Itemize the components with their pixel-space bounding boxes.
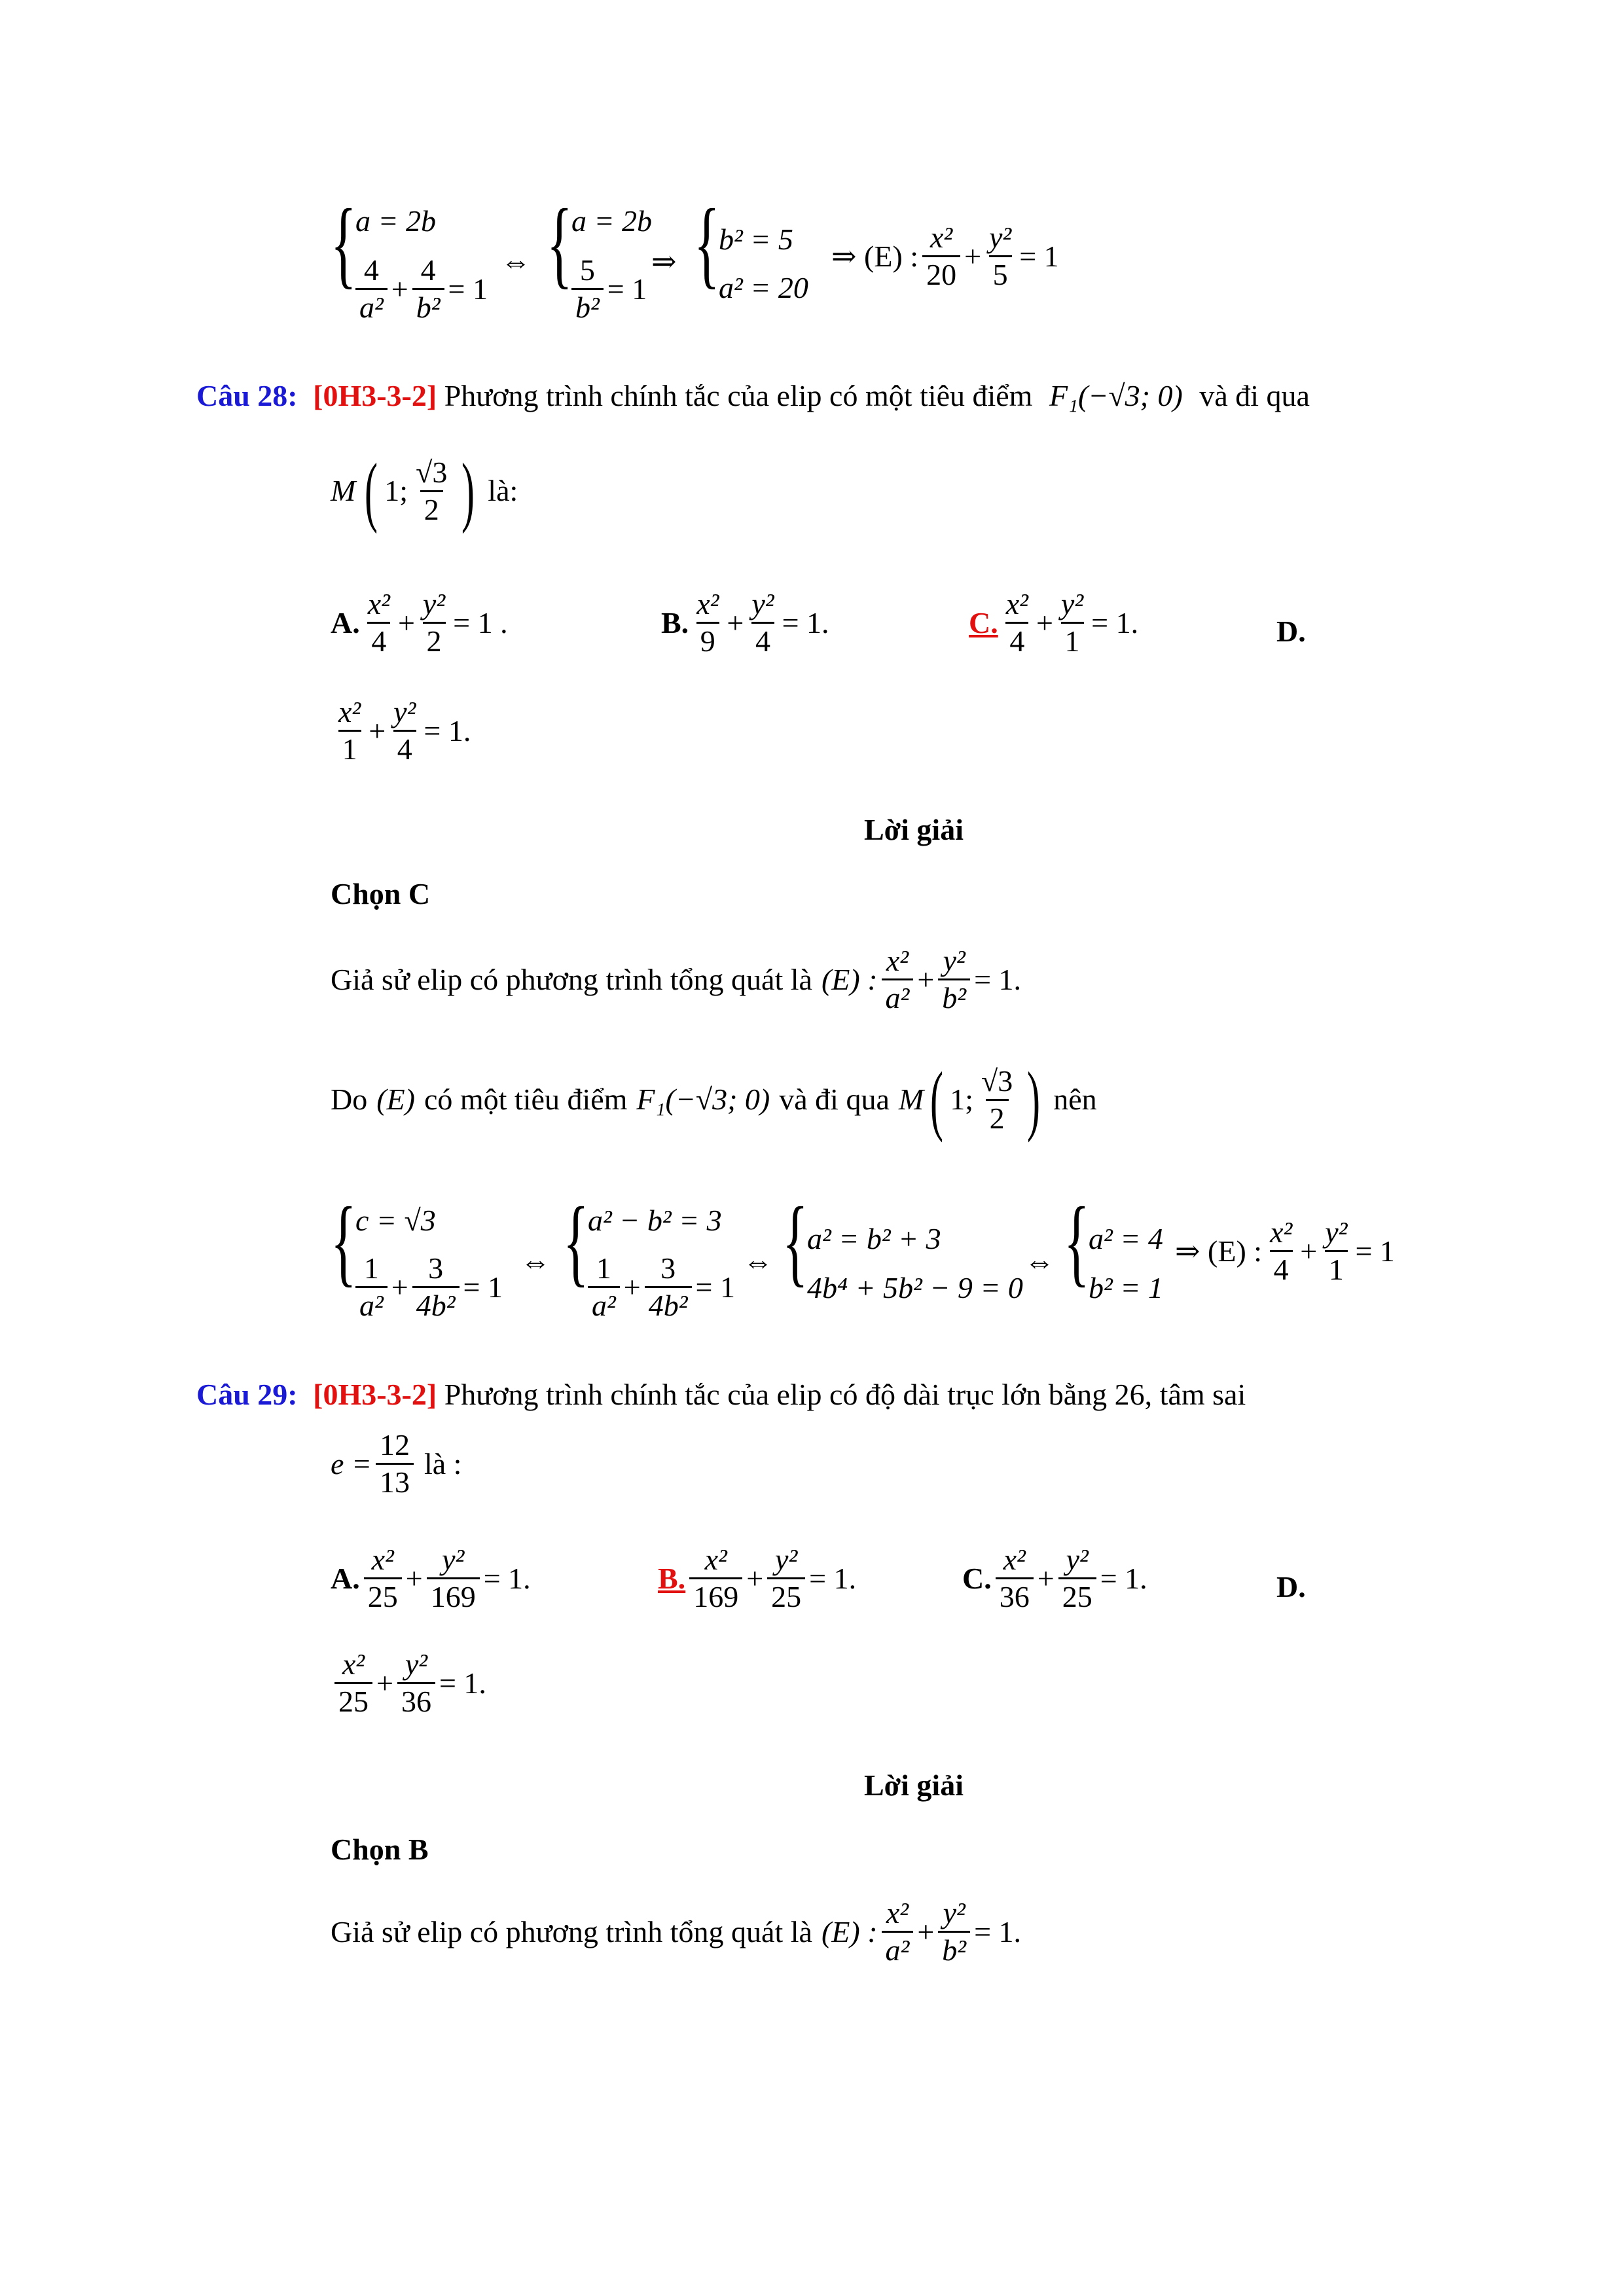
q28-option-c[interactable]: C. $\frac{\text{x²}}{4}$ + $\frac{\text{y²}}{1}$ = 1. — [969, 587, 1139, 658]
q28-option-b[interactable]: B. $\frac{\text{x²}}{9}$ + $\frac{\text{y²}}{4}$ = 1. — [661, 587, 829, 658]
question-code: [0H3-3-2] — [313, 1378, 437, 1411]
brace: { — [331, 189, 357, 298]
implies-symbol: ⇒ — [651, 245, 677, 278]
question-text-3: là: — [488, 474, 518, 507]
q28-option-a[interactable]: A. $\frac{\text{x²}}{4}$ + $\frac{\text{y²}}{2}$ = 1 . — [331, 587, 508, 658]
sys-row: 4b⁴ + 5b² − 9 = 0 — [807, 1271, 1023, 1304]
point-label: M — [331, 474, 356, 507]
sys1-row2: $\frac{4}{\text{a²}}$ + $\frac{4}{\text{b²}}$ = 1 — [352, 255, 488, 323]
sys-row: b² = 1 — [1089, 1271, 1163, 1304]
q29-header — [196, 1380, 1246, 1410]
sys1-row1: a = 2b — [355, 204, 437, 238]
chosen-answer: Chọn B — [331, 1833, 429, 1866]
q29-eccentricity: e = $\frac{12}{13}$ là : — [331, 1428, 462, 1499]
iff-symbol: ⇔ — [501, 245, 531, 278]
q28-solution-line1: Giả sử elip có phương trình tổng quát là (E) : $\frac{\text{x²}}{\text{a²}}$ + $\frac{\text{y²}}{\text{b²}}$ = 1. — [331, 944, 1022, 1014]
point-x: 1; — [384, 474, 408, 507]
sys-row: $\frac{1}{\text{a²}}$ + $\frac{3}{\text{4b²}}$ = 1 — [584, 1253, 735, 1321]
solution-heading: Lời giải — [864, 1768, 964, 1802]
q29-option-a[interactable]: A. $\frac{\text{x²}}{25}$ + $\frac{\text{y²}}{169}$ = 1. — [331, 1543, 531, 1613]
focus-point: F₁(−√3; 0) — [1049, 379, 1183, 412]
question-label: Câu 28: — [196, 379, 298, 412]
question-text: Phương trình chính tắc của elip có độ dài trục lớn bằng 26, tâm sai — [444, 1378, 1246, 1411]
sys3-row1: b² = 5 — [719, 223, 793, 256]
sys3-row2: a² = 20 — [719, 271, 808, 304]
solution-heading: Lời giải — [864, 813, 964, 846]
sys2-row1: a = 2b — [571, 204, 653, 238]
brace: { — [547, 189, 573, 298]
iff-symbol: ⇔ — [520, 1245, 550, 1278]
q28-header — [196, 381, 1310, 411]
page: { a = 2b $\frac{4}{\text{a²}}$ + $\frac{4}{\text{b²}}$ = 1 ⇔ { a = 2b $\frac{5}{\text{b²}}$ = 1 ⇒ { b² = 5 a² = 20 ⇒ (E) : $\frac{\text{x²}}{20}$ + $\frac{\text{y²}}{5}$ = 1 Câu 28: [0H3-3-2] Phương trình chính tắc của elip có một tiêu điểm F₁(−√3; 0) và đi qua M ( 1; $\frac{√3}{2}$ ) là: A. $\frac{\text{x²}}{4}$ + $\frac{\text{y²}}{2}$ = 1 . B. $\frac{\text{x²}}{9}$ + $\frac{\text{y²}}{4}$ = 1. C. $\frac{\text{x²}}{4}$ + $\frac{\text{y²}}{1}$ = 1. D. $\frac{\text{x²}}{1}$ + $\frac{\text{y²}}{4}$ = 1. Lời giải Chọn C Giả sử elip có phương trình tổng quát là (E) : $\frac{\text{x²}}{\text{a²}}$ + $\frac{\text{y²}}{\text{b²}}$ = 1. Do (E) có một tiêu điểm F₁(−√3; 0) và đi qua M ( 1; $\frac{√3}{2}$ ) nên { c = √3 $\frac{1}{\text{a²}}$ + $\frac{3}{\text{4b²}}$ = 1 ⇔ { a² − b² = 3 $\frac{1}{\text{a²}}$ + $\frac{3}{\text{4b²}}$ = 1 ⇔ { a² = b² + 3 4b⁴ + 5b² − 9 = 0 ⇔ { a² = 4 b² = 1 ⇒ (E) : $\frac{\text{x²}}{4}$ + $\frac{\text{y²}}{1}$ = 1 Câu 29: [0H3-3-2] Phương trình chính tắc của elip có độ dài trục lớn bằng 26, tâm sai e = $\frac{12}{13}$ là : A. $\frac{\text{x²}}{25}$ + $\frac{\text{y²}}{169}$ = 1. B. $\frac{\text{x²}}{169}$ + $\frac{\text{y²}}{25}$ = 1. C. $\frac{\text{x²}}{36}$ + $\frac{\text{y²}}{25}$ = 1. D. $\frac{\text{x²}}{25}$ + $\frac{\text{y²}}{36}$ = 1. Lời giải Chọn B Giả sử elip có phương trình tổng quát là (E) : $\frac{\text{x²}}{\text{a²}}$ + $\frac{\text{y²}}{\text{b²}}$ = 1. — [196, 189, 1395, 1967]
prev-result: ⇒ (E) : $\frac{\text{x²}}{20}$ + $\frac{\text{y²}}{5}$ = 1 — [831, 221, 1059, 291]
q29-option-c[interactable]: C. $\frac{\text{x²}}{36}$ + $\frac{\text{y²}}{25}$ = 1. — [962, 1543, 1147, 1613]
q28-solution-line2: Do (E) có một tiêu điểm F₁(−√3; 0) và đi qua M ( 1; $\frac{√3}{2}$ ) nên — [331, 1056, 1097, 1143]
q29-option-d[interactable]: $\frac{\text{x²}}{25}$ + $\frac{\text{y²}}{36}$ = 1. — [331, 1649, 486, 1717]
question-label: Câu 29: — [196, 1378, 298, 1411]
iff-symbol: ⇔ — [743, 1245, 773, 1278]
sys-row: c = √3 — [355, 1204, 436, 1237]
sys-row: $\frac{1}{\text{a²}}$ + $\frac{3}{\text{4b²}}$ = 1 — [352, 1253, 503, 1321]
question-text-2: và đi qua — [1199, 379, 1310, 412]
sys-row: a² = b² + 3 — [807, 1222, 941, 1255]
q29-solution-line1: Giả sử elip có phương trình tổng quát là (E) : $\frac{\text{x²}}{\text{a²}}$ + $\frac{\text{y²}}{\text{b²}}$ = 1. — [331, 1896, 1022, 1967]
sys-row: a² = 4 — [1089, 1222, 1163, 1255]
brace: { — [694, 189, 720, 298]
sys2-row2: $\frac{5}{\text{b²}}$ = 1 — [568, 255, 647, 323]
q28-option-d[interactable]: $\frac{\text{x²}}{1}$ + $\frac{\text{y²}}{4}$ = 1. — [338, 695, 471, 766]
sys-row: a² − b² = 3 — [588, 1204, 722, 1237]
q28-point: M ( 1; $\frac{√3}{2}$ ) là: — [331, 447, 518, 534]
question-text: Phương trình chính tắc của elip có một tiêu điểm — [444, 379, 1033, 412]
question-code: [0H3-3-2] — [313, 379, 437, 412]
q28-option-d-letter[interactable]: D. — [1276, 615, 1306, 648]
q28-result: ⇒ (E) : $\frac{\text{x²}}{4}$ + $\frac{\text{y²}}{1}$ = 1 — [1175, 1215, 1395, 1286]
q29-option-d-letter[interactable]: D. — [1276, 1570, 1306, 1604]
q29-option-b[interactable]: B. $\frac{\text{x²}}{169}$ + $\frac{\text{y²}}{25}$ = 1. — [658, 1543, 857, 1613]
chosen-answer: Chọn C — [331, 877, 431, 910]
iff-symbol: ⇔ — [1024, 1245, 1055, 1278]
